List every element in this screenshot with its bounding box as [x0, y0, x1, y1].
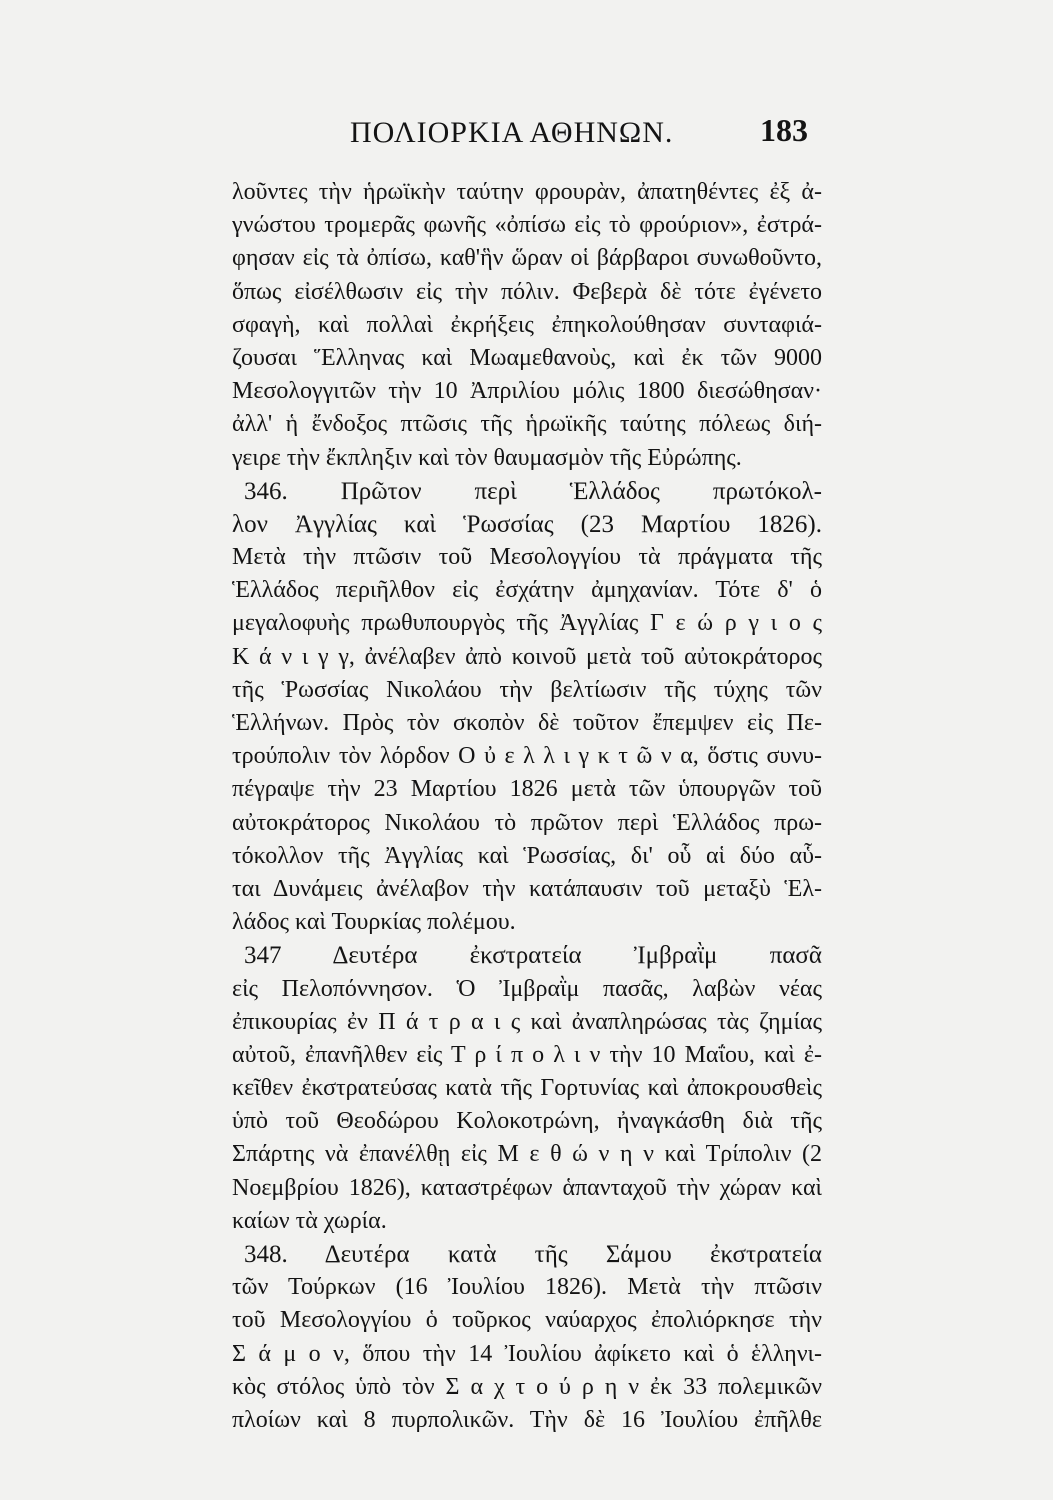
text-line: κὸς στόλος ὑπὸ τὸν Σ α χ τ ο ύ ρ η ν ἐκ 33 πολεμικῶν [232, 1373, 822, 1400]
text-line: αὐτοῦ, ἐπανῆλθεν εἰς Τ ρ ί π ο λ ι ν τὴν 10 Μαΐου, καὶ ἐ- [232, 1041, 822, 1068]
text-line: τοῦ Μεσολογγίου ὁ τοῦρκος ναύαρχος ἐπολιόρκησε τὴν [232, 1307, 822, 1334]
text-line: ζουσαι Ἕλληνας καὶ Μωαμεθανοὺς, καὶ ἐκ τῶν 9000 [232, 344, 822, 371]
text-line: φησαν εἰς τὰ ὀπίσω, καθ'ἣν ὥραν οἱ βάρβαροι συνωθοῦντο, [232, 245, 822, 272]
section-heading-347: 347 Δευτέρα ἐκστρατεία Ἰμβραῒμ πασᾶ [244, 942, 822, 970]
text-line: λοῦντες τὴν ἡρωϊκὴν ταύτην φρουρὰν, ἀπατηθέντες ἐξ ἀ- [232, 179, 822, 205]
text-line: Μετὰ τὴν πτῶσιν τοῦ Μεσολογγίου τὰ πράγματα τῆς [232, 544, 822, 571]
text-line: τρούπολιν τὸν λόρδον Ο ὐ ε λ λ ι γ κ τ ῶ ν α, ὅστις συνυ- [232, 743, 822, 770]
text-line: πλοίων καὶ 8 πυρπολικῶν. Τὴν δὲ 16 Ἰουλίου ἐπῆλθε [232, 1406, 822, 1433]
text-line: τόκολλον τῆς Ἀγγλίας καὶ Ῥωσσίας, δι' οὗ αἱ δύο αὗ- [232, 842, 822, 869]
page-header [0, 112, 1053, 156]
text-line: Σπάρτης νὰ ἐπανέλθῃ εἰς Μ ε θ ώ ν η ν καὶ Τρίπολιν (2 [232, 1141, 822, 1168]
section-heading-346-cont: λον Ἀγγλίας καὶ Ῥωσσίας (23 Μαρτίου 1826). [232, 510, 822, 538]
running-title: ΠΟΛΙΟΡΚΙΑ ΑΘΗΝΩΝ. [350, 116, 674, 149]
text-line: μεγαλοφυὴς πρωθυπουργὸς τῆς Ἀγγλίας Γ ε ώ ρ γ ι ο ς [232, 610, 822, 637]
section-heading-348-cont: τῶν Τούρκων (16 Ἰουλίου 1826). Μετὰ τὴν πτῶσιν [232, 1274, 822, 1301]
text-line: Κ ά ν ι γ γ, ἀνέλαβεν ἀπὸ κοινοῦ μετὰ τοῦ αὐτοκράτορος [232, 643, 822, 670]
text-line: Νοεμβρίου 1826), καταστρέφων ἁπανταχοῦ τὴν χώραν καὶ [232, 1174, 822, 1201]
text-line: Ἑλλάδος περιῆλθον εἰς ἐσχάτην ἀμηχανίαν. Τότε δ' ὁ [232, 577, 822, 604]
section-heading-348: 348. Δευτέρα κατὰ τῆς Σάμου ἐκστρατεία [244, 1241, 822, 1268]
text-line: ὑπὸ τοῦ Θεοδώρου Κολοκοτρώνη, ἠναγκάσθη διὰ τῆς [232, 1108, 822, 1135]
text-line: ται Δυνάμεις ἀνέλαβον τὴν κατάπαυσιν τοῦ μεταξὺ Ἑλ- [232, 875, 822, 902]
text-line: καίων τὰ χωρία. [232, 1207, 387, 1234]
text-line: σφαγὴ, καὶ πολλαὶ ἐκρήξεις ἐπηκολούθησαν συνταφιά- [232, 311, 822, 338]
text-line: τῆς Ῥωσσίας Νικολάου τὴν βελτίωσιν τῆς τύχης τῶν [232, 676, 822, 703]
text-line: γειρε τὴν ἔκπληξιν καὶ τὸν θαυμασμὸν τῆς Εὐρώπης. [232, 444, 742, 471]
text-line: πέγραψε τὴν 23 Μαρτίου 1826 μετὰ τῶν ὑπουργῶν τοῦ [232, 776, 822, 803]
section-heading-346: 346. Πρῶτον περὶ Ἑλλάδος πρωτόκολ- [244, 477, 822, 505]
text-line: αὐτοκράτορος Νικολάου τὸ πρῶτον περὶ Ἑλλάδος πρω- [232, 809, 822, 836]
text-line: ἀλλ' ἡ ἔνδοξος πτῶσις τῆς ἡρωϊκῆς ταύτης πόλεως διή- [232, 411, 822, 438]
text-line: Ἑλλήνων. Πρὸς τὸν σκοπὸν δὲ τοῦτον ἔπεμψεν εἰς Πε- [232, 710, 822, 736]
text-line: λάδος καὶ Τουρκίας πολέμου. [232, 909, 516, 936]
section-heading-347-cont: εἰς Πελοπόννησον. Ὁ Ἰμβραῒμ πασᾶς, λαβὼν νέας [232, 975, 822, 1002]
text-line: Μεσολογγιτῶν τὴν 10 Ἀπριλίου μόλις 1800 διεσώθησαν· [232, 378, 822, 405]
text-line: ἐπικουρίας ἐν Π ά τ ρ α ι ς καὶ ἀναπληρώσας τὰς ζημίας [232, 1008, 822, 1035]
text-line: γνώστου τρομερᾶς φωνῆς «ὀπίσω εἰς τὸ φρούριον», ἐστρά- [232, 212, 822, 239]
text-line: Σ ά μ ο ν, ὅπου τὴν 14 Ἰουλίου ἀφίκετο καὶ ὁ ἑλληνι- [232, 1340, 822, 1367]
page-number: 183 [760, 112, 808, 148]
text-line: κεῖθεν ἐκστρατεύσας κατὰ τῆς Γορτυνίας καὶ ἀποκρουσθεὶς [232, 1075, 822, 1102]
text-line: ὅπως εἰσέλθωσιν εἰς τὴν πόλιν. Φεβερὰ δὲ τότε ἐγένετο [232, 278, 822, 305]
body-text [232, 176, 822, 1437]
